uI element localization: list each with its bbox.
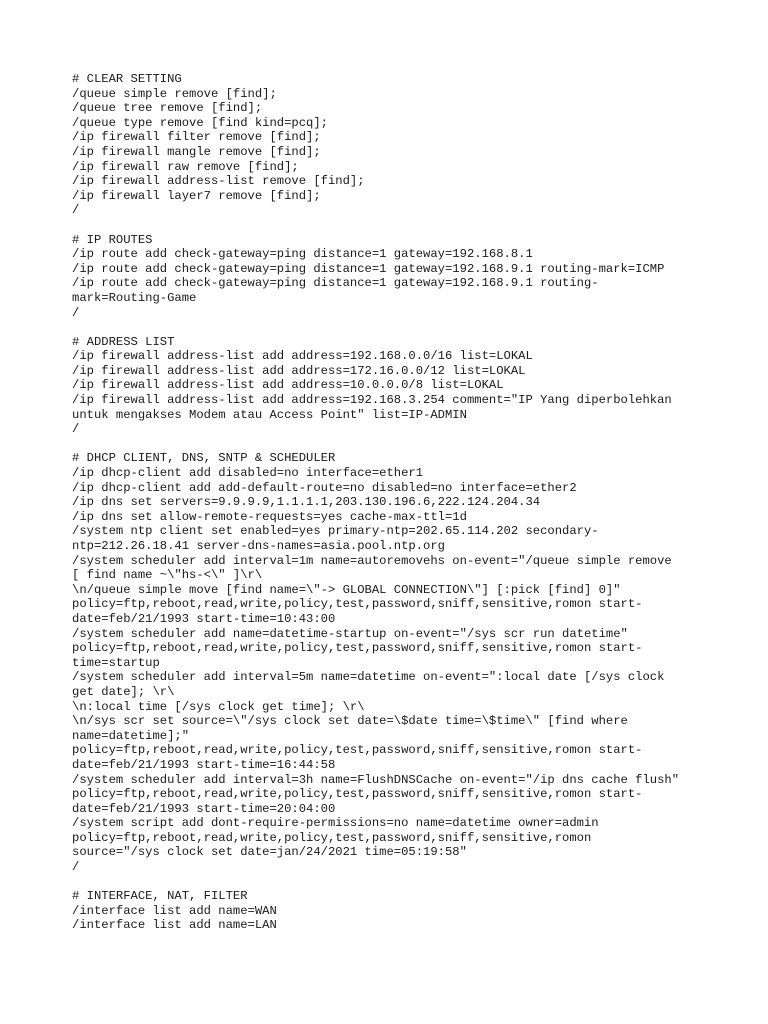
code-line: /system script add dont-require-permissions=no name=datetime owner=admin [72, 816, 599, 831]
code-line: /interface list add name=LAN [72, 918, 277, 933]
code-line: /ip route add check-gateway=ping distance=1 gateway=192.168.9.1 routing- [72, 276, 599, 291]
code-line: policy=ftp,reboot,read,write,policy,test,password,sniff,sensitive,romon start- [72, 743, 643, 758]
section-heading: # CLEAR SETTING [72, 72, 182, 86]
code-line: /ip firewall address-list remove [find]; [72, 174, 365, 189]
code-line: \n/sys scr set source=\"/sys clock set date=\$date time=\$time\" [find where [72, 714, 628, 729]
code-line: / [72, 203, 80, 218]
code-line: policy=ftp,reboot,read,write,policy,test,password,sniff,sensitive,romon start- [72, 641, 643, 656]
blank-line [72, 437, 702, 452]
code-line: / [72, 860, 80, 875]
code-line: time=startup [72, 655, 160, 670]
code-line: /ip firewall raw remove [find]; [72, 159, 299, 174]
code-line: /ip route add check-gateway=ping distance=1 gateway=192.168.8.1 [72, 247, 533, 262]
code-line: /ip firewall address-list add address=192.168.3.254 comment="IP Yang diperbolehkan [72, 393, 672, 408]
code-line: /system ntp client set enabled=yes primary-ntp=202.65.114.202 secondary- [72, 524, 599, 539]
blank-line [72, 218, 702, 233]
section-heading: # ADDRESS LIST [72, 334, 175, 349]
script-text-block [72, 72, 702, 933]
code-line: ntp=212.26.18.41 server-dns-names=asia.pool.ntp.org [72, 539, 445, 553]
code-line: /queue tree remove [find]; [72, 101, 263, 116]
code-line: /ip route add check-gateway=ping distance=1 gateway=192.168.9.1 routing-mark=ICMP [72, 261, 665, 276]
code-line: /ip firewall mangle remove [find]; [72, 144, 321, 159]
code-line: date=feb/21/1993 start-time=20:04:00 [72, 801, 336, 816]
code-line: /ip firewall address-list add address=192.168.0.0/16 list=LOKAL [72, 349, 533, 364]
code-line: policy=ftp,reboot,read,write,policy,test,password,sniff,sensitive,romon start- [72, 597, 643, 612]
code-line: /ip dns set servers=9.9.9.9,1.1.1.1,203.130.196.6,222.124.204.34 [72, 495, 541, 510]
code-line: /ip firewall address-list add address=172.16.0.0/12 list=LOKAL [72, 363, 526, 378]
code-line: /system scheduler add interval=3h name=FlushDNSCache on-event="/ip dns cache flush" [72, 772, 680, 787]
code-line: mark=Routing-Game [72, 290, 197, 305]
code-line: /system scheduler add name=datetime-startup on-event="/sys scr run datetime" [72, 626, 628, 641]
section-heading: # INTERFACE, NAT, FILTER [72, 889, 248, 904]
blank-line [72, 320, 702, 335]
code-line: \n/queue simple move [find name=\"-> GLOBAL CONNECTION\"] [:pick [find] 0]" [72, 582, 621, 597]
code-line: / [72, 305, 80, 320]
code-line: / [72, 422, 80, 437]
code-line: /ip dhcp-client add disabled=no interface=ether1 [72, 466, 424, 481]
code-line: policy=ftp,reboot,read,write,policy,test,password,sniff,sensitive,romon start- [72, 787, 643, 802]
section-heading: # IP ROUTES [72, 232, 153, 247]
code-line: source="/sys clock set date=jan/24/2021 time=05:19:58" [72, 845, 467, 860]
code-line: /queue simple remove [find]; [72, 86, 277, 101]
code-line: [ find name ~\"hs-<\" ]\r\ [72, 568, 263, 583]
code-line: name=datetime];" [72, 728, 190, 743]
code-line: /ip firewall filter remove [find]; [72, 130, 321, 145]
code-line: /queue type remove [find kind=pcq]; [72, 115, 328, 130]
code-line: \n:local time [/sys clock get time]; \r\ [72, 699, 365, 714]
code-line: /interface list add name=WAN [72, 903, 277, 918]
section-heading: # DHCP CLIENT, DNS, SNTP & SCHEDULER [72, 451, 336, 466]
code-line: get date]; \r\ [72, 684, 175, 699]
code-line: /ip dhcp-client add add-default-route=no disabled=no interface=ether2 [72, 480, 577, 495]
code-line: /system scheduler add interval=5m name=datetime on-event=":local date [/sys clock [72, 670, 665, 685]
code-line: /ip firewall address-list add address=10.0.0.0/8 list=LOKAL [72, 378, 504, 393]
code-line: policy=ftp,reboot,read,write,policy,test,password,sniff,sensitive,romon [72, 830, 592, 845]
code-line: untuk mengakses Modem atau Access Point" list=IP-ADMIN [72, 407, 467, 422]
code-line: /system scheduler add interval=1m name=autoremovehs on-event="/queue simple remove [72, 553, 672, 568]
code-line: date=feb/21/1993 start-time=10:43:00 [72, 611, 336, 626]
code-line: /ip firewall layer7 remove [find]; [72, 188, 321, 203]
code-line: /ip dns set allow-remote-requests=yes cache-max-ttl=1d [72, 509, 467, 524]
code-line: date=feb/21/1993 start-time=16:44:58 [72, 757, 336, 772]
blank-line [72, 875, 702, 890]
